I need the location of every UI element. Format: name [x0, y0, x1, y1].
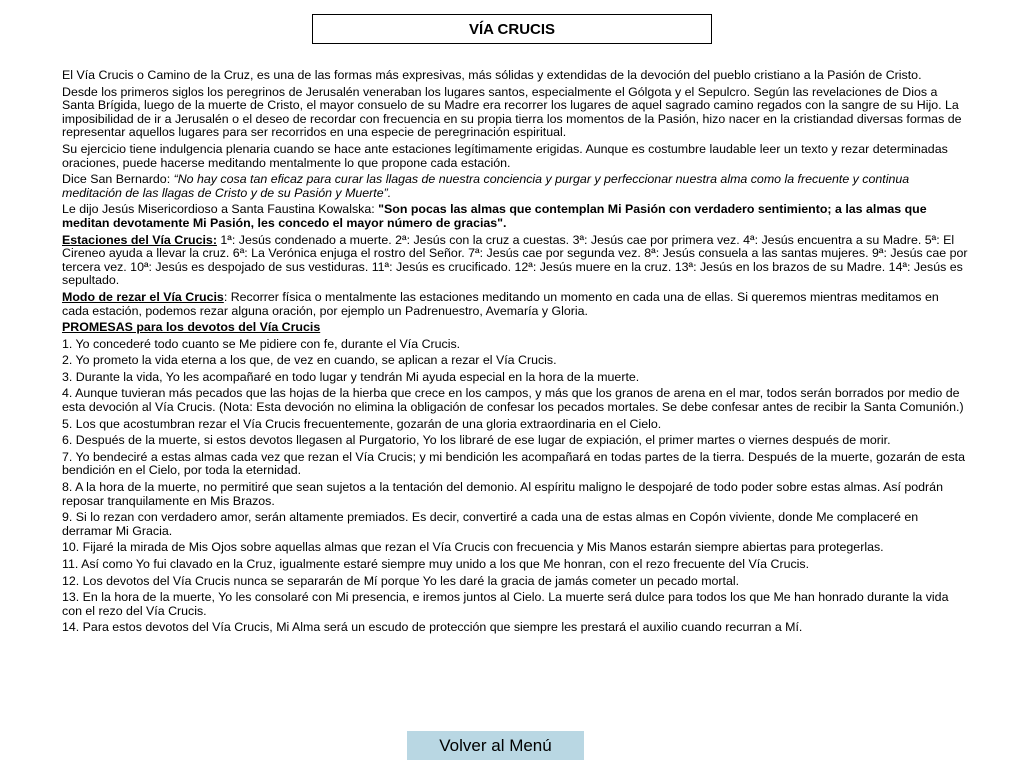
faustina-quote: "Son pocas las almas que contemplan Mi Pasión con verdadero sentimiento; a las almas que meditan devotamente Mi Pasión, les concedo el mayor número de gracias".: [62, 202, 927, 230]
promise-item: 1. Yo concederé todo cuanto se Me pidiere con fe, durante el Vía Crucis.: [62, 336, 461, 351]
promise-item: 5. Los que acostumbran rezar el Vía Crucis frecuentemente, gozarán de una gloria extraordinaria en el Cielo.: [62, 416, 662, 431]
promise-item: 11. Así como Yo fui clavado en la Cruz, igualmente estaré siempre muy unido a los que Me honran, con el rezo frecuente del Vía Crucis.: [62, 557, 810, 571]
intro-paragraph: El Vía Crucis o Camino de la Cruz, es una de las formas más expresivas, más sólidas y extendidas de la devoción del pueblo cristiano a la Pasión de Cristo.: [62, 68, 922, 82]
promise-item: 13. En la hora de la muerte, Yo les consolaré con Mi presencia, e iremos juntos al Cielo. La muerte será dulce para todos los que Me han honrado durante la vida con el rezo del Vía Crucis.: [62, 590, 949, 618]
stations-label: Estaciones del Vía Crucis:: [62, 232, 217, 247]
bernard-lead: Dice San Bernardo:: [62, 172, 174, 187]
stations-paragraph: [62, 234, 968, 288]
document-body: [62, 69, 968, 638]
mode-text: : Recorrer física o mentalmente las estaciones meditando un momento en cada una de ellas. Si queremos mientras meditamos en cada estación, podemos rezar alguna oración, por ejemplo un Padrenuestro, Avemaría y Gloria.: [62, 289, 939, 318]
page-title: VÍA CRUCIS: [312, 14, 712, 44]
promise-item: 9. Si lo rezan con verdadero amor, serán altamente premiados. Es decir, convertiré a cada una de estas almas en Copón viviente, donde Me complaceré en derramar Mi Gracia.: [62, 510, 919, 538]
promise-item: 2. Yo prometo la vida eterna a los que, de vez en cuando, se aplican a rezar el Vía Crucis.: [62, 353, 557, 368]
stations-text: 1ª: Jesús condenado a muerte. 2ª: Jesús con la cruz a cuestas. 3ª: Jesús cae por primera vez. 4ª: Jesús encuentra a su Madre. 5ª: El Cireneo ayuda a llevar la cruz. 6ª: La Verónica enjuga el rostro del Señor. 7ª: Jesús cae por segunda vez. 8ª: Jesús consuela a las santas mujeres. 9ª: Jesús cae por tercera vez. 10ª: Jesús es despojado de sus vestiduras. 11ª: Jesús es crucificado. 12ª: Jesús muere en la cruz. 13ª: Jesús en los brazos de su Madre. 14ª: Jesús es sepultado.: [62, 232, 968, 288]
promise-item: 8. A la hora de la muerte, no permitiré que sean sujetos a la tentación del demonio. Al espíritu maligno le despojaré de todo poder sobre estas almas. Así podrán reposar tranquilamente en Mis Brazos.: [62, 480, 943, 508]
faustina-lead: Le dijo Jesús Misericordioso a Santa Faustina Kowalska:: [62, 202, 379, 217]
mode-paragraph: [62, 291, 968, 318]
promise-item: 12. Los devotos del Vía Crucis nunca se separarán de Mí porque Yo les daré la gracia de jamás cometer un pecado mortal.: [62, 573, 740, 588]
promise-item: 4. Aunque tuvieran más pecados que las hojas de la hierba que crece en los campos, y más que los granos de arena en el mar, todos serán borrados por medio de esta devoción al Vía Crucis. (Nota: Esta devoción no elimina la obligación de confesar los pecados mortales. Se debe confesar antes de recibir la Santa Comunión.): [62, 386, 964, 415]
promise-item: 14. Para estos devotos del Vía Crucis, Mi Alma será un escudo de protección que siempre les prestará el auxilio cuando recurran a Mí.: [62, 620, 803, 635]
bernard-paragraph: [62, 173, 968, 200]
mode-label: Modo de rezar el Vía Crucis: [62, 289, 224, 304]
bernard-quote: “No hay cosa tan eficaz para curar las llagas de nuestra conciencia y purgar y perfeccionar nuestra alma como la frecuente y continua meditación de las llagas de Cristo y de su Pasión y Muerte”.: [62, 172, 910, 200]
promises-title: [62, 321, 968, 335]
promise-item: 7. Yo bendeciré a estas almas cada vez que rezan el Vía Crucis; y mi bendición les acompañará en todas partes de la tierra. Después de la muerte, gozarán de esta bendición en el Cielo, por toda la eternidad.: [62, 449, 965, 478]
promise-item: 10. Fijaré la mirada de Mis Ojos sobre aquellas almas que rezan el Vía Crucis con frecuencia y Mis Manos estarán siempre abiertas para protegerlas.: [62, 540, 884, 555]
faustina-paragraph: [62, 203, 968, 230]
indulgence-paragraph: Su ejercicio tiene indulgencia plenaria cuando se hace ante estaciones legítimamente erigidas. Aunque es costumbre laudable leer un texto y rezar determinadas oraciones, puede hacerse meditando mentalmente lo que propone cada estación.: [62, 141, 948, 170]
promise-item: 3. Durante la vida, Yo les acompañaré en todo lugar y tendrán Mi ayuda especial en la hora de la muerte.: [62, 369, 640, 384]
back-to-menu-button[interactable]: Volver al Menú: [407, 731, 584, 760]
promises-heading: PROMESAS para los devotos del Vía Crucis: [62, 320, 321, 335]
promise-item: 6. Después de la muerte, si estos devotos llegasen al Purgatorio, Yo los libraré de ese lugar de expiación, el primer martes o viernes después de morir.: [62, 433, 891, 448]
history-paragraph: Desde los primeros siglos los peregrinos de Jerusalén veneraban los lugares santos, especialmente el Gólgota y el Sepulcro. Según las revelaciones de Dios a Santa Brígida, luego de la muerte de Cristo, el mayor consuelo de su Madre era recorrer los lugares de aquel sagrado camino regados con la sangre de su Hijo. La imposibilidad de ir a Jerusalén o el deseo de recordar con frecuencia en su propia tierra los momentos de la Pasión, hizo nacer en la cristiandad diversas formas de representar aquellos lugares para ser recorridos en una especie de peregrinación espiritual.: [62, 84, 962, 140]
promises-list: [62, 338, 968, 635]
